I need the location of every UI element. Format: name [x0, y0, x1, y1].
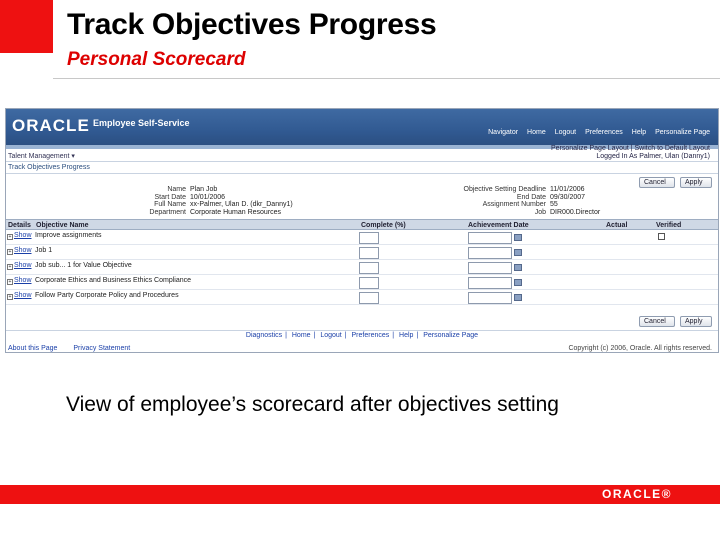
- oracle-logo: ORACLE®: [601, 487, 672, 501]
- switch-layout-link[interactable]: Personalize Page Layout | Switch to Default Layout: [550, 145, 710, 152]
- page-title: Track Objectives Progress: [8, 164, 90, 171]
- detail-row: [436, 186, 636, 194]
- objective-name: Job sub... 1 for Value Objective: [35, 262, 132, 269]
- table-row: [6, 275, 718, 290]
- layout-info: [551, 145, 710, 161]
- slide-subtitle: Personal Scorecard: [67, 49, 246, 70]
- achievement-date-input[interactable]: [468, 232, 512, 244]
- achievement-date-input[interactable]: [468, 247, 512, 259]
- navigator-link[interactable]: Navigator: [488, 129, 519, 136]
- table-row: [6, 260, 718, 275]
- calendar-icon[interactable]: [514, 234, 522, 241]
- detail-row: [436, 194, 636, 202]
- detail-label: Objective Setting Deadline: [463, 186, 546, 193]
- personalize-page-link[interactable]: Personalize Page: [655, 129, 710, 136]
- detail-label: Job: [534, 208, 546, 216]
- expand-icon[interactable]: +: [8, 294, 12, 300]
- detail-label: Assignment Number: [482, 201, 546, 208]
- objectives-table: [6, 219, 718, 305]
- show-link[interactable]: Show: [14, 247, 32, 254]
- oracle-logo: ORACLE: [12, 116, 90, 135]
- complete-input[interactable]: [359, 277, 379, 289]
- expand-icon[interactable]: +: [8, 279, 12, 285]
- preferences-link[interactable]: Preferences: [351, 332, 390, 339]
- expand-icon[interactable]: +: [8, 234, 12, 240]
- footer-links: Diagnostics | Home | Logout | Preferences | Help | Personalize Page: [245, 332, 479, 339]
- app-screenshot: [5, 108, 719, 353]
- slide-title: Track Objectives Progress: [67, 8, 437, 41]
- logout-link[interactable]: Logout: [320, 332, 342, 339]
- show-link[interactable]: Show: [14, 277, 32, 284]
- achievement-date-input[interactable]: [468, 262, 512, 274]
- detail-row: [436, 209, 636, 217]
- detail-row: [116, 186, 336, 194]
- table-row: [6, 290, 718, 305]
- table-row: [6, 230, 718, 245]
- col-details: Details: [8, 222, 31, 229]
- divider: [6, 161, 718, 162]
- objective-name: Job 1: [35, 247, 53, 254]
- col-actual: Actual: [606, 222, 628, 229]
- detail-row: [116, 209, 336, 217]
- cancel-button[interactable]: Cancel: [639, 316, 675, 327]
- home-link[interactable]: Home: [527, 129, 546, 136]
- col-verified: Verified: [656, 222, 682, 229]
- detail-row: [116, 201, 336, 209]
- about-links: [8, 345, 144, 352]
- personalize-page-link[interactable]: Personalize Page: [423, 332, 479, 339]
- expand-icon[interactable]: +: [8, 264, 12, 270]
- calendar-icon[interactable]: [514, 249, 522, 256]
- calendar-icon[interactable]: [514, 264, 522, 271]
- diagnostics-link[interactable]: Diagnostics: [245, 332, 283, 339]
- cancel-button[interactable]: Cancel: [639, 177, 675, 188]
- detail-label: Name: [167, 186, 186, 193]
- objective-name: Follow Party Corporate Policy and Procedures: [35, 292, 179, 299]
- verified-checkbox[interactable]: [658, 233, 665, 240]
- divider: [6, 330, 718, 331]
- detail-row: [116, 194, 336, 202]
- detail-row: [436, 201, 636, 209]
- table-row: [6, 245, 718, 260]
- preferences-link[interactable]: Preferences: [585, 129, 623, 136]
- complete-input[interactable]: [359, 232, 379, 244]
- module-name: Employee Self-Service: [93, 118, 190, 128]
- apply-button[interactable]: Apply: [680, 316, 712, 327]
- title-divider: [53, 78, 720, 79]
- detail-value: Corporate Human Resources: [190, 208, 282, 216]
- detail-value: Plan Job: [190, 186, 218, 193]
- about-page-link[interactable]: About this Page: [8, 345, 58, 352]
- achievement-date-input[interactable]: [468, 292, 512, 304]
- col-complete: Complete (%): [361, 222, 406, 229]
- calendar-icon[interactable]: [514, 279, 522, 286]
- home-link[interactable]: Home: [291, 332, 311, 339]
- divider: [6, 173, 718, 174]
- detail-label: Full Name: [154, 201, 186, 208]
- show-link[interactable]: Show: [14, 262, 32, 269]
- detail-value: 10/01/2006: [190, 193, 226, 201]
- footer-bar: [0, 485, 720, 504]
- calendar-icon[interactable]: [514, 294, 522, 301]
- detail-value: 11/01/2006: [550, 186, 585, 193]
- show-link[interactable]: Show: [14, 292, 32, 299]
- objective-name: Corporate Ethics and Business Ethics Compliance: [35, 277, 192, 284]
- apply-button[interactable]: Apply: [680, 177, 712, 188]
- accent-block: [0, 0, 53, 53]
- detail-label: End Date: [516, 193, 546, 201]
- global-links: [481, 129, 710, 136]
- achievement-date-input[interactable]: [468, 277, 512, 289]
- show-link[interactable]: Show: [14, 232, 32, 239]
- detail-label: Department: [149, 208, 186, 216]
- col-objective-name: Objective Name: [36, 222, 89, 229]
- detail-label: Start Date: [154, 193, 186, 201]
- expand-icon[interactable]: +: [8, 249, 12, 255]
- detail-value: 55: [550, 201, 558, 208]
- talent-management-menu[interactable]: Talent Management ▾: [8, 153, 75, 160]
- plan-details-right: [436, 186, 636, 216]
- help-link[interactable]: Help: [399, 332, 414, 339]
- detail-value: xx-Palmer, Ulan D. (dkr_Danny1): [190, 201, 293, 208]
- table-header: [6, 219, 718, 230]
- detail-value: 09/30/2007: [550, 193, 586, 201]
- logout-link[interactable]: Logout: [554, 129, 577, 136]
- complete-input[interactable]: [359, 262, 379, 274]
- privacy-link[interactable]: Privacy Statement: [73, 345, 131, 352]
- complete-input[interactable]: [359, 292, 379, 304]
- plan-details-left: [116, 186, 336, 216]
- help-link[interactable]: Help: [631, 129, 647, 136]
- slide-caption: View of employee’s scorecard after objectives setting: [66, 393, 559, 416]
- complete-input[interactable]: [359, 247, 379, 259]
- col-achievement-date: Achievement Date: [468, 222, 529, 229]
- objective-name: Improve assignments: [35, 232, 102, 239]
- detail-value: DIR000.Director: [550, 208, 601, 216]
- logged-in-as: Logged In As Palmer, Ulan (Danny1): [596, 153, 710, 160]
- app-header: [6, 109, 718, 145]
- copyright: Copyright (c) 2006, Oracle. All rights reserved.: [568, 345, 712, 352]
